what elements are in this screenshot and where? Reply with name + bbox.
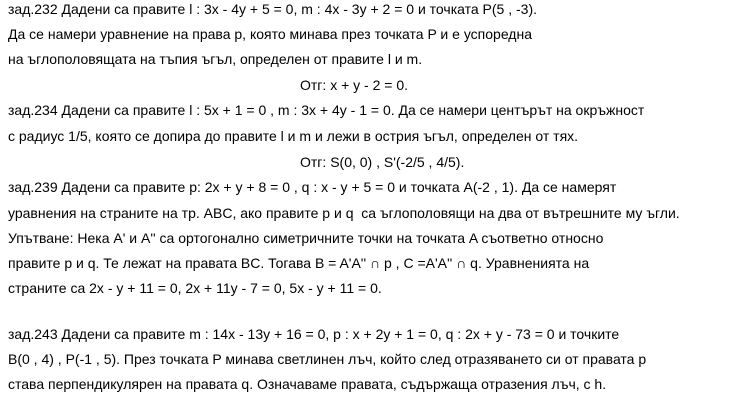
problem-239-line-1: зад.239 Дадени са правите p: 2x + y + 8 = 0 , q : x - y + 5 = 0 и точката A(-2 , 1). Да се намерят xyxy=(8,179,617,195)
problem-239-line-2: уравнения на страните на тр. ABC, ако правите p и q са ъглополовящи на два от вътрешните му ъгли. xyxy=(8,205,680,221)
problem-234-answer: Отг: S(0, 0) , S'(-2/5 , 4/5). xyxy=(300,154,465,170)
problem-239-hint-line-2: правите p и q. Те лежат на правата BC. Тогава B = A'A'' ∩ p , C =A'A'' ∩ q. Уравненията на xyxy=(8,255,590,271)
problem-234-line-2: с радиус 1/5, която се допира до правите l и m и лежи в острия ъгъл, определен от тях. xyxy=(8,128,579,144)
problem-232-line-3: на ъглополовящата на тъпия ъгъл, определен от правите l и m. xyxy=(8,51,423,67)
problem-239-hint-line-3: страните са 2x - y + 11 = 0, 2x + 11y - 7 = 0, 5x - y + 11 = 0. xyxy=(8,280,382,296)
problem-232-line-1: зад.232 Дадени са правите l : 3x - 4y + 5 = 0, m : 4x - 3y + 2 = 0 и точката P(5 , -3). xyxy=(8,1,537,17)
problem-234-line-1: зад.234 Дадени са правите l : 5x + 1 = 0 , m : 3x + 4y - 1 = 0. Да се намери центърът на окръжност xyxy=(8,102,645,118)
problem-243-line-2: B(0 , 4) , P(-1 , 5). През точката P минава светлинен лъч, който след отразяването си от правата p xyxy=(8,351,647,367)
problem-232-answer: Отг: x + y - 2 = 0. xyxy=(300,77,409,93)
problem-239-hint-line-1: Упътване: Нека A' и A'' са ортогонално симетричните точки на точката A съответно относно xyxy=(8,230,604,246)
problem-232-line-2: Да се намери уравнение на права p, която минава през точката P и е успоредна xyxy=(8,26,532,42)
problem-243-line-3: става перпендикулярен на правата q. Означаваме правата, съдържаща отразения лъч, с h. xyxy=(8,376,607,392)
problem-243-line-1: зад.243 Дадени са правите m : 14x - 13y + 16 = 0, p : x + 2y + 1 = 0, q : 2x + y - 73 = 0 и точките xyxy=(8,326,620,342)
